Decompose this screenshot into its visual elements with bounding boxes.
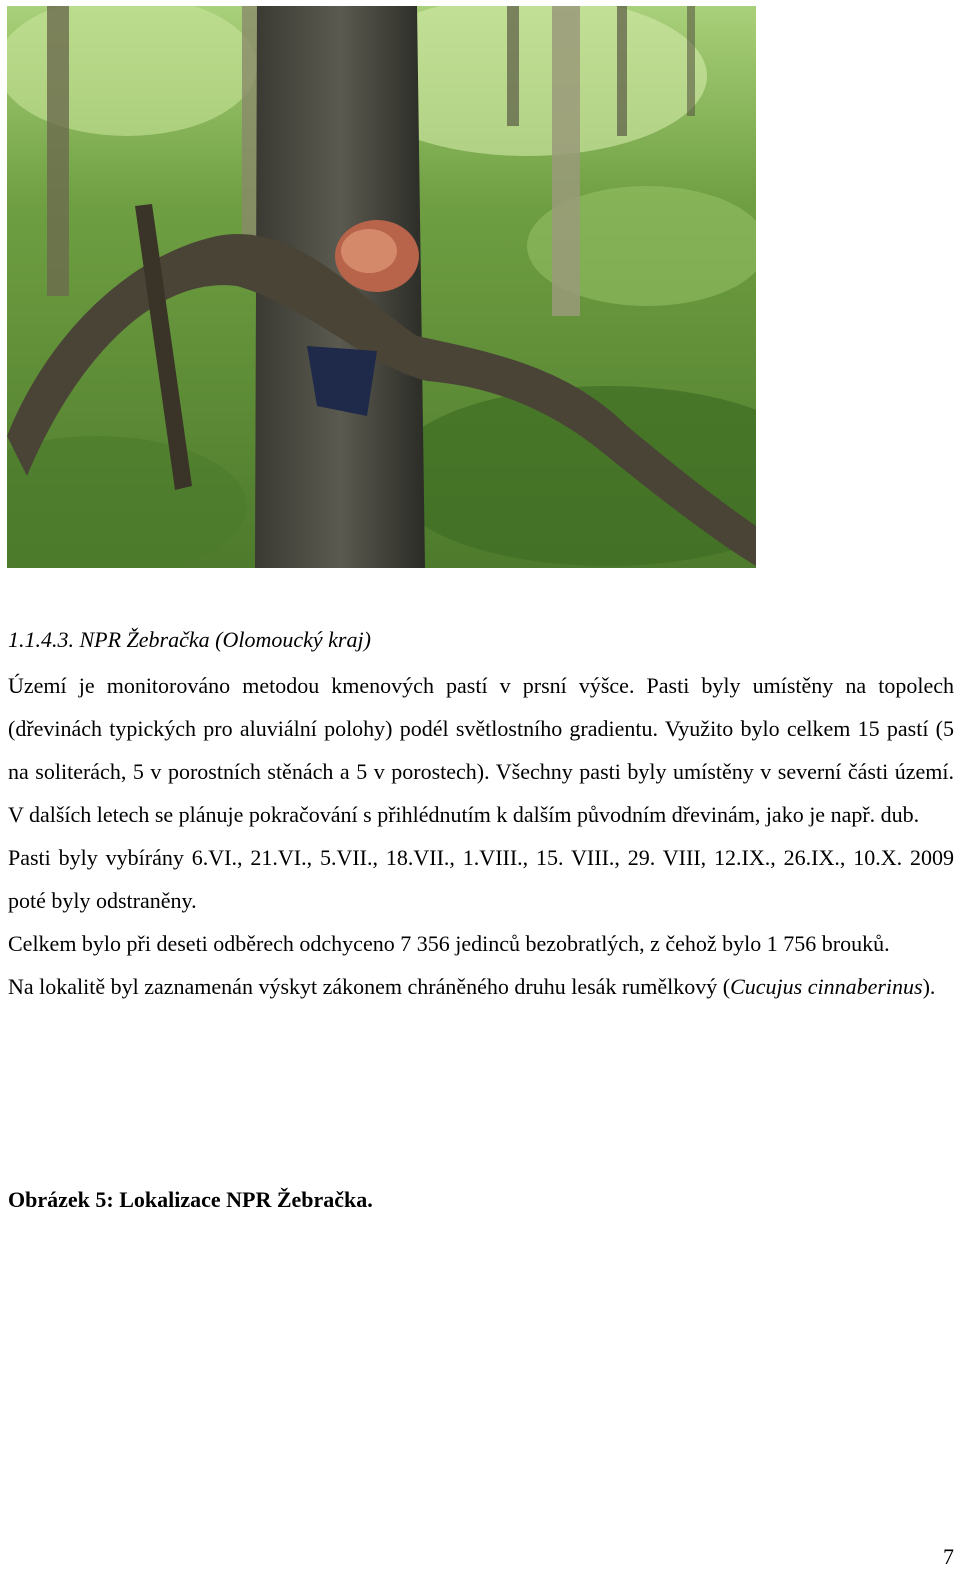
- species-sentence-end: ).: [922, 974, 936, 999]
- forest-trap-photo: [7, 6, 756, 568]
- paragraph-sampling-dates: Pasti byly vybírány 6.VI., 21.VI., 5.VII., 18.VII., 1.VIII., 15. VIII., 29. VIII, 12.IX., 26.IX., 10.X. 2009 poté byly odstraněny.: [8, 845, 954, 913]
- section-heading: 1.1.4.3. NPR Žebračka (Olomoucký kraj): [8, 627, 371, 652]
- paragraph-catch-totals: Celkem bylo při deseti odběrech odchyceno 7 356 jedinců bezobratlých, z čehož bylo 1 756 brouků.: [8, 931, 890, 956]
- paragraph-protected-species: [8, 965, 954, 1008]
- species-sentence: Na lokalitě byl zaznamenán výskyt zákonem chráněného druhu lesák rumělkový (: [8, 974, 731, 999]
- paragraph-methods: Území je monitorováno metodou kmenových pastí v prsní výšce. Pasti byly umístěny na topolech (dřevinách typických pro aluviální polohy) podél světlostního gradientu. Využito bylo celkem 15 pastí (5 na soliterách, 5 v porostních stěnách a 5 v porostech). Všechny pasti byly umístěny v severní části území. V dalších letech se plánuje pokračování s přihlédnutím k dalším původním dřevinám, jako je např. dub.: [8, 673, 954, 827]
- figure-caption: Obrázek 5: Lokalizace NPR Žebračka.: [8, 1187, 373, 1212]
- body-text: [8, 664, 954, 1008]
- page-number: 7: [943, 1544, 954, 1569]
- species-latin-name: Cucujus cinnaberinus: [730, 974, 923, 999]
